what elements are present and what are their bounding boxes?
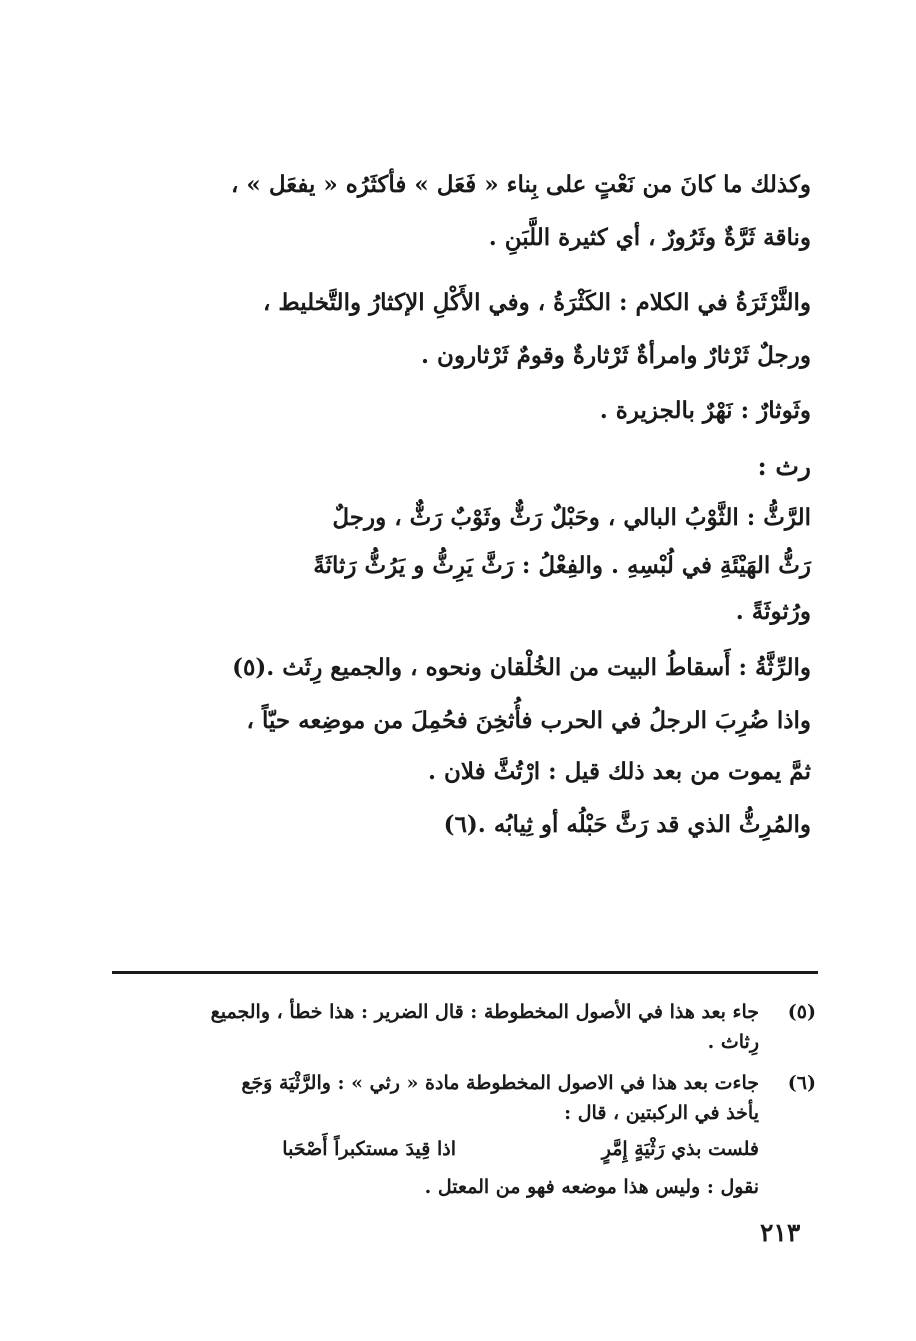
body-line: وثَوثارٌ : نَهْرٌ بالجزيرة . — [599, 397, 811, 424]
footnote-divider — [112, 971, 818, 974]
footnote-line: جاءت بعد هذا في الاصول المخطوطة مادة « رثي » : والرَّثْيَة وَجَع — [241, 1072, 759, 1094]
verse-hemistich-1: فلست بذي رَثْيَةٍ إِمَّرٍ — [601, 1138, 759, 1160]
body-line: الرَّثُّ : الثَّوْبُ البالي ، وحَبْلٌ رَثٌّ وثَوْبٌ رَثٌّ ، ورجلٌ — [332, 504, 811, 531]
body-line: ورجلٌ ثَرْثارٌ وامرأةٌ ثَرْثارةٌ وقومٌ ثَرْثارون . — [421, 342, 811, 369]
footnote-line: يأخذ في الركبتين ، قال : — [564, 1102, 759, 1124]
body-line: وناقة ثَرَّةٌ وثَرُورٌ ، أي كثيرة اللَّبَنِ . — [488, 224, 811, 251]
footnote-number: (٦) — [787, 1072, 816, 1094]
body-line: وكذلك ما كانَ من نَعْتٍ على بِناء « فَعَل » فأكثَرُه « يفعَل » ، — [231, 171, 811, 198]
footnote-number: (٥) — [787, 1001, 816, 1023]
verse-hemistich-2: اذا قِيدَ مستكبراً أَصْحَبا — [282, 1138, 456, 1160]
entry-heading: رث : — [757, 452, 811, 481]
body-line: ثمَّ يموت من بعد ذلك قيل : ارْتُثَّ فلان . — [428, 758, 811, 785]
body-line: واذا ضُرِبَ الرجلُ في الحرب فأُثخِنَ فحُمِلَ من موضِعه حيّاً ، — [246, 707, 811, 734]
body-line: والرِّثَّةُ : أَسقاطُ البيت من الخُلْقان ونحوه ، والجميع رِثَث .(٥) — [232, 654, 811, 681]
footnote-line: رِثاث . — [707, 1031, 759, 1053]
body-line: رَثُّ الهَيْئَةِ في لُبْسِهِ . والفِعْلُ : رَثَّ يَرِثُّ و يَرُثُّ رَثاثَةً — [313, 552, 811, 579]
body-line: والمُرِثُّ الذي قد رَثَّ حَبْلُه أو ثِيابُه .(٦) — [443, 811, 811, 838]
page-number: ٢١٣ — [760, 1218, 801, 1247]
footnote-line: نقول : وليس هذا موضعه فهو من المعتل . — [424, 1176, 759, 1198]
body-line: والثَّرْثَرَةُ في الكلام : الكَثْرَةُ ، وفي الأَكْلِ الإكثارُ والتَّخليط ، — [262, 289, 811, 316]
body-line: ورُثوثَةً . — [735, 598, 811, 625]
footnote-line: جاء بعد هذا في الأصول المخطوطة : قال الضرير : هذا خطأ ، والجميع — [210, 1001, 759, 1023]
